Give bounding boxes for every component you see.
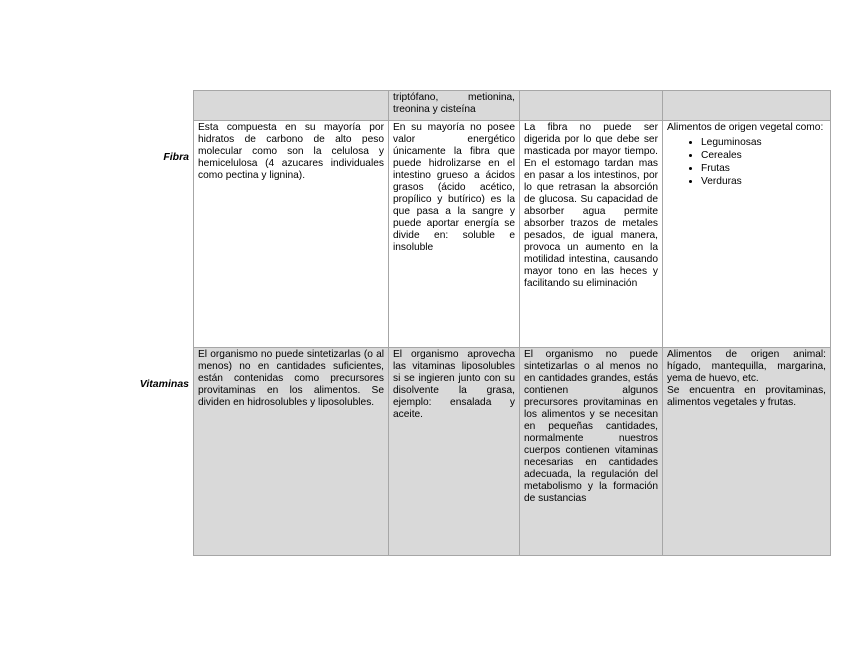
- table-row-fibra: [131, 121, 831, 348]
- list-item: • Frutas: [701, 162, 826, 175]
- nutrient-table: [131, 90, 831, 556]
- cell-vitaminas-function: El organismo no puede sintetizarlas o al menos no en cantidades grandes, estás contienen algunos precursores provitaminas en los alimentos y se necesitan en pequeñas cantidades, normalmente nuestros cuerpos contienen vitaminas necesarias en cantidades adecuada, la regulación del metabolismo y la formación de sustancias: [520, 348, 663, 556]
- cell-fibra-function: La fibra no puede ser digerida por lo que debe ser masticada por mayor tiempo. En el estomago tardan mas en pasar a los intestinos, por lo que retrasan la absorción de glucosa. Su capacidad de absorber agua permite absorber trazos de metales pesados, de igual manera, provoca un aumento en la motilidad intestina, causando mayor tono en las heces y facilitando su eliminación: [520, 121, 663, 348]
- row-label-empty: [131, 91, 194, 121]
- cell-vitaminas-absorption: El organismo aprovecha las vitaminas liposolubles si se ingieren junto con su disolvente la grasa, ejemplo: ensalada y aceite.: [389, 348, 520, 556]
- cell-empty: [520, 91, 663, 121]
- cell-empty: [663, 91, 831, 121]
- table-row-continued: [131, 91, 831, 121]
- sources-paragraph-2: Se encuentra en provitaminas, alimentos vegetales y frutas.: [667, 385, 826, 408]
- table-row-vitaminas: [131, 348, 831, 556]
- cell-vitaminas-synthesis: El organismo no puede sintetizarlas (o al menos) no en cantidades suficientes, están contenidas como precursores provitaminas en los alimentos. Se dividen en hidrosolubles y liposolubles.: [194, 348, 389, 556]
- sources-paragraph-1: Alimentos de origen animal: hígado, mantequilla, margarina, yema de huevo, etc.: [667, 349, 826, 384]
- cell-vitaminas-sources: [663, 348, 831, 556]
- cell-fibra-energy: En su mayoría no posee valor energético únicamente la fibra que puede hidrolizarse en el intestino grueso a ácidos grasos (ácido acético, propílico y butírico) es la que pasa a la sangre y puede aportar energía se divide en: soluble e insoluble: [389, 121, 520, 348]
- row-label-fibra: Fibra: [163, 150, 189, 163]
- cell-fibra-composition: Esta compuesta en su mayoría por hidratos de carbono de alto peso molecular como son la celulosa y hemicelulosa (4 azucares individuales como pectina y lignina).: [194, 121, 389, 348]
- list-item: • Leguminosas: [701, 136, 826, 149]
- sources-intro: Alimentos de origen vegetal como:: [667, 122, 824, 133]
- cell-fibra-sources: [663, 121, 831, 348]
- row-label-vitaminas: Vitaminas: [139, 377, 189, 390]
- list-item: • Verduras: [701, 175, 826, 188]
- cell-empty: [194, 91, 389, 121]
- list-item: • Cereales: [701, 149, 826, 162]
- cell-continued-text: triptófano, metionina, treonina y cisteína: [389, 91, 520, 121]
- sources-list: [667, 136, 826, 188]
